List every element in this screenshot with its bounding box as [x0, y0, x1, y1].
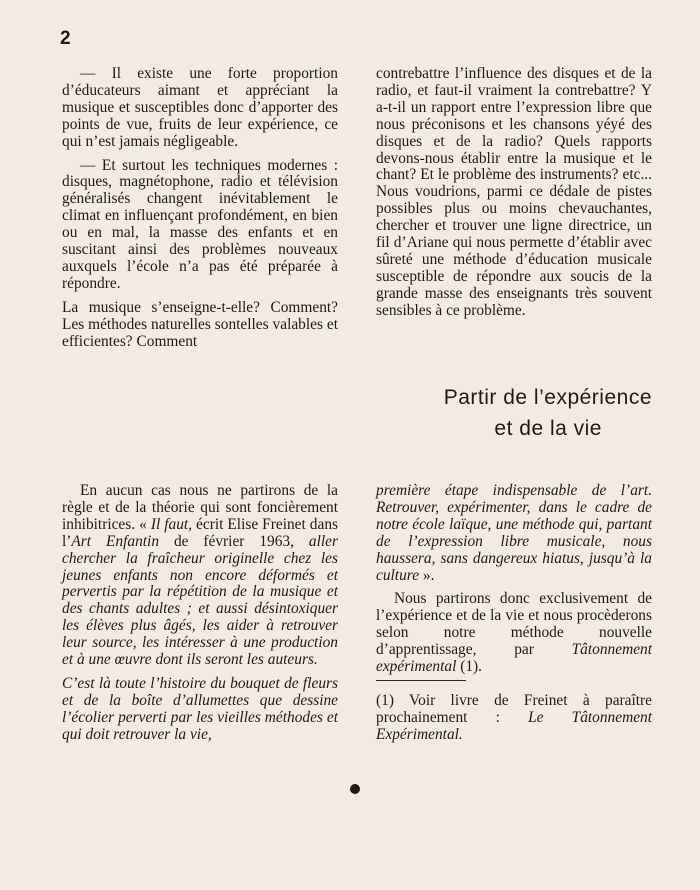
paragraph: contrebattre l’influence des disques et de la radio, et faut-il vraiment la contrebattre? Y a-t-il un rapport entre l’expression libre que nous préconisons et les chansons yéyé des disques et de la radio? Quels rapports devons-nous établir entre la musique et le chant? Et le problème des instruments? etc... Nous voudrions, parmi ce dédale de pistes possibles plus ou moins chevauchantes, chercher et trouver une ligne directrice, un fil d’Ariane qui nous permette d’établir avec sûreté une méthode d’éducation musicale susceptible de répondre aux soucis de la grande masse des enseignants très souvent sensibles à ce problème. — [376, 65, 652, 319]
top-left-column — [62, 66, 338, 358]
bottom-left-column — [62, 483, 338, 751]
paragraph: première étape indispensable de l’art. Retrouver, expérimenter, dans le cadre de notre école laïque, une méthode qui, partant de l’expression libre musicale, nous haussera, sans dangereux hiatus, jusqu’à la culture ». — [376, 482, 652, 584]
page-number: 2 — [60, 28, 71, 49]
bullet-ornament — [350, 784, 360, 794]
paragraph: En aucun cas nous ne partirons de la règle et de la théorie qui sont foncièrement inhibitrices. « Il faut, écrit Elise Freinet dans l’Art Enfantin de février 1963, aller chercher la fraîcheur originelle chez les jeunes enfants non encore déformés et pervertis par la répétition de la musique et des chants adultes ; et aussi désintoxiquer les élèves plus âgés, les aider à retrouver leur source, les intéresser à une production et à une œuvre dont ils seront les auteurs. — [62, 482, 339, 669]
paragraph: Nous partirons donc exclusivement de l’expérience et de la vie et nous procèderons selon notre méthode nouvelle d’apprentissage, par Tâtonnement expérimental (1). — [376, 590, 652, 676]
section-heading — [376, 382, 652, 444]
footnote-divider — [376, 680, 466, 681]
paragraph: — Et surtout les techniques modernes : disques, magnétophone, radio et télévision généralisés changent inévitablement le climat en influençant profondément, en bien ou en mal, la masse des enfants et en suscitant ainsi des problèmes nouveaux auxquels l’école n’a pas été préparée à répondre. — [62, 156, 338, 292]
bottom-right-column — [376, 483, 652, 683]
paragraph: C’est là toute l’histoire du bouquet de fleurs et de la boîte d’allumettes que dessine l’écolier perverti par les vieilles méthodes et qui doit retrouver la vie, — [62, 674, 338, 743]
heading-line-1: Partir de l’expérience — [443, 386, 652, 409]
paragraph: La musique s’enseigne-t-elle? Comment? Les méthodes naturelles sontelles valables et efficientes? Comment — [62, 298, 338, 350]
heading-line-2: et de la vie — [494, 417, 602, 440]
paragraph: — Il existe une forte proportion d’éducateurs aimant et appréciant la musique et susceptibles donc d’apporter des points de vue, fruits de leur expérience, ce qui n’est jamais négligeable. — [62, 65, 338, 150]
top-right-column — [376, 66, 652, 327]
footnote: (1) Voir livre de Freinet à paraître prochainement : Le Tâtonnement Expérimental. — [376, 692, 653, 743]
